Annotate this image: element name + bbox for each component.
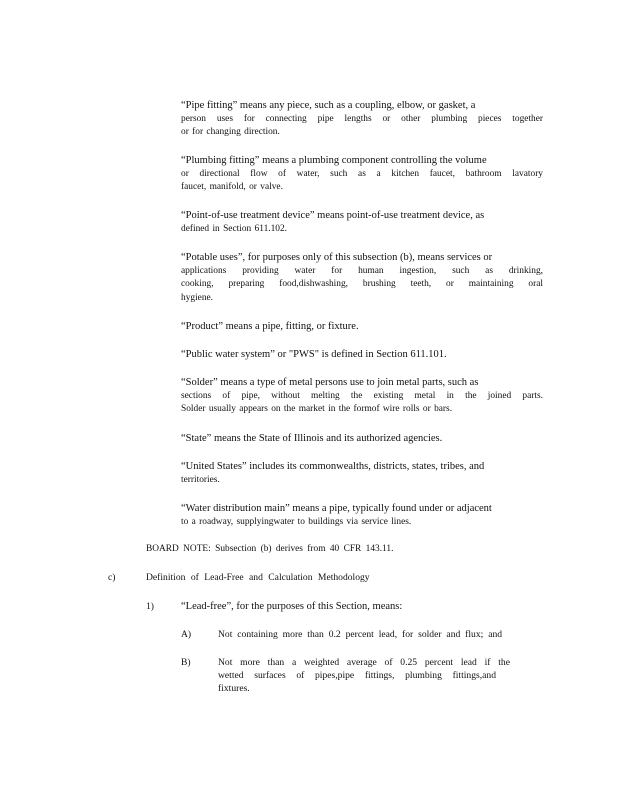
definition-line: person uses for connecting pipe lengths or other plumbing pieces together xyxy=(181,113,543,124)
subsection-label: c) xyxy=(108,572,116,583)
definition-line: defined in Section 611.102. xyxy=(181,223,288,234)
definition-line: territories. xyxy=(181,474,220,485)
item-line: wetted surfaces of pipes,pipe fittings, plumbing fittings,and xyxy=(218,670,496,681)
item-text xyxy=(218,656,510,695)
definition-line: “United States” includes its commonwealths, districts, states, tribes, and xyxy=(181,461,485,472)
definition-line: “Solder” means a type of metal persons use to join metal parts, such as xyxy=(181,377,479,388)
item-label: B) xyxy=(181,657,191,668)
definition-plumbing-fitting xyxy=(181,154,543,195)
definition-pws xyxy=(181,348,543,362)
definition-solder xyxy=(181,376,543,417)
definition-line: sections of pipe, without melting the existing metal in the joined parts. xyxy=(181,390,543,401)
item-text: Not containing more than 0.2 percent lead, for solder and flux; and xyxy=(218,629,503,640)
subsection-heading: Definition of Lead-Free and Calculation Methodology xyxy=(146,572,370,583)
definition-line: or directional flow of water, such as a kitchen faucet, bathroom lavatory xyxy=(181,168,543,179)
definition-line: to a roadway, supplyingwater to buildings via service lines. xyxy=(181,516,412,527)
board-note: BOARD NOTE: Subsection (b) derives from 40 CFR 143.11. xyxy=(146,544,394,554)
definition-line: “State” means the State of Illinois and its authorized agencies. xyxy=(181,433,443,444)
definition-line: cooking, preparing food,dishwashing, brushing teeth, or maintaining oral xyxy=(181,279,543,289)
item-text: “Lead-free”, for the purposes of this Section, means: xyxy=(181,601,403,612)
definition-line: “Plumbing fitting” means a plumbing component controlling the volume xyxy=(181,155,487,166)
definition-united-states xyxy=(181,460,543,487)
definition-line: “Product” means a pipe, fitting, or fixture. xyxy=(181,321,359,332)
definition-point-of-use xyxy=(181,209,543,236)
definition-line: or for changing direction. xyxy=(181,127,280,137)
definition-potable-uses xyxy=(181,251,543,305)
definition-line: Solder usually appears on the market in the formof wire rolls or bars. xyxy=(181,404,453,414)
definition-pipe-fitting xyxy=(181,99,543,140)
definition-line: “Water distribution main” means a pipe, typically found under or adjacent xyxy=(181,503,492,514)
definition-line: “Public water system” or "PWS" is defined in Section 611.101. xyxy=(181,349,447,360)
item-line: Not more than a weighted average of 0.25 percent lead if the xyxy=(218,657,510,668)
definition-line: “Potable uses”, for purposes only of this subsection (b), means services or xyxy=(181,252,493,263)
definition-line: applications providing water for human ingestion, such as drinking, xyxy=(181,265,543,276)
definition-product xyxy=(181,320,543,334)
item-label: 1) xyxy=(146,601,154,612)
definition-line: hygiene. xyxy=(181,292,214,303)
item-line: fixtures. xyxy=(218,683,250,694)
definition-line: faucet, manifold, or valve. xyxy=(181,182,283,192)
definition-line: “Pipe fitting” means any piece, such as a coupling, elbow, or gasket, a xyxy=(181,100,476,111)
item-label: A) xyxy=(181,629,192,640)
definition-state xyxy=(181,432,543,446)
definition-line: “Point-of-use treatment device” means point-of-use treatment device, as xyxy=(181,210,485,221)
definition-water-distribution-main xyxy=(181,502,543,529)
